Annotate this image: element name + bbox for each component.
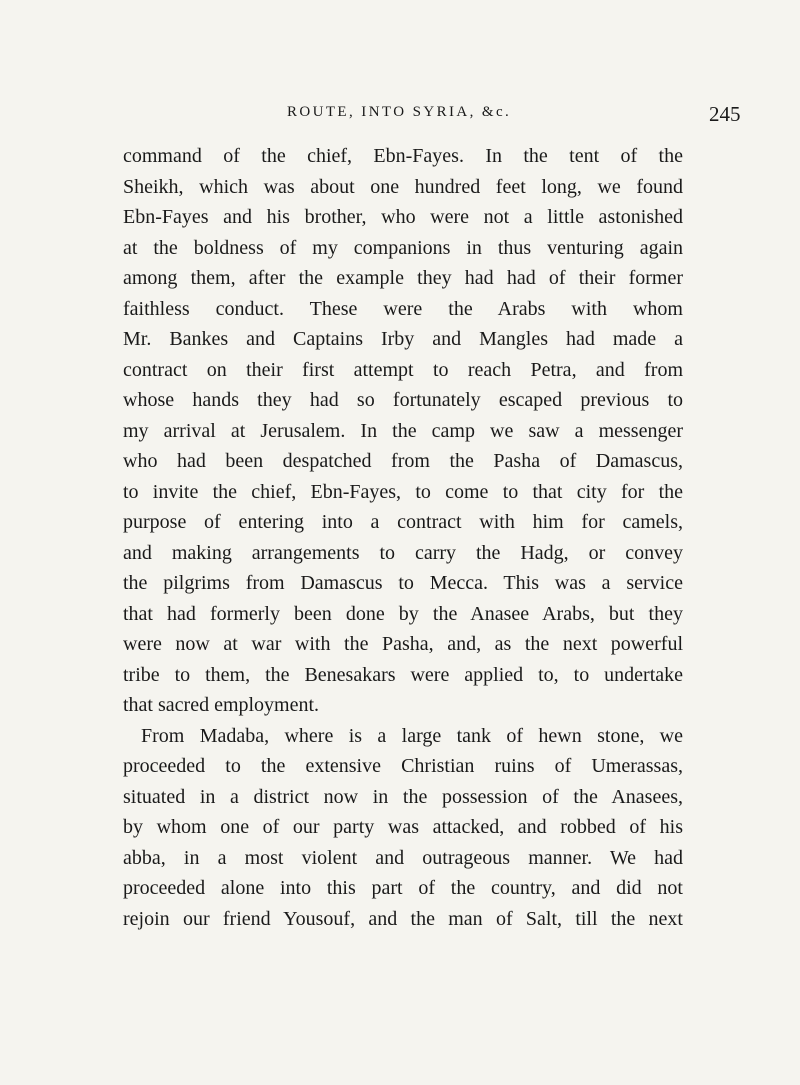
text-line: rejoin our friend Yousouf, and the man of Salt, till the next xyxy=(123,907,683,930)
text-line: situated in a district now in the possession of the Anasees, xyxy=(123,785,683,808)
page-number: 245 xyxy=(709,102,741,126)
text-line: my arrival at Jerusalem. In the camp we saw a messenger xyxy=(123,419,683,442)
text-line: Sheikh, which was about one hundred feet long, we found xyxy=(123,175,683,198)
text-line: Mr. Bankes and Captains Irby and Mangles had made a xyxy=(123,328,683,350)
text-line: whose hands they had so fortunately escaped previous to xyxy=(123,389,683,411)
text-line: to invite the chief, Ebn-Fayes, to come to that city for the xyxy=(123,480,683,503)
running-head xyxy=(0,104,800,130)
text-line: command of the chief, Ebn-Fayes. In the tent of the xyxy=(123,145,683,167)
text-line: among them, after the example they had had of their former xyxy=(123,267,683,289)
text-line: proceeded alone into this part of the country, and did not xyxy=(123,877,683,899)
text-line: proceeded to the extensive Christian ruins of Umerassas, xyxy=(123,755,683,777)
text-line: that sacred employment. xyxy=(123,694,320,716)
running-title: ROUTE, INTO SYRIA, &c. xyxy=(287,104,512,120)
text-line: From Madaba, where is a large tank of hewn stone, we xyxy=(141,724,683,747)
text-line: faithless conduct. These were the Arabs with whom xyxy=(123,297,683,320)
text-line: contract on their first attempt to reach Petra, and from xyxy=(123,358,683,381)
text-line: purpose of entering into a contract with him for camels, xyxy=(123,511,683,533)
text-line: at the boldness of my companions in thus venturing again xyxy=(123,236,683,259)
text-line: tribe to them, the Benesakars were applied to, to undertake xyxy=(123,663,683,686)
text-line: who had been despatched from the Pasha of Damascus, xyxy=(123,450,683,472)
text-line: and making arrangements to carry the Hadg, or convey xyxy=(123,541,683,564)
text-line: Ebn-Fayes and his brother, who were not a little astonished xyxy=(123,206,683,228)
text-line: abba, in a most violent and outrageous manner. We had xyxy=(123,846,683,869)
text-line: the pilgrims from Damascus to Mecca. This was a service xyxy=(123,572,683,594)
body-text xyxy=(123,141,683,934)
text-line: that had formerly been done by the Anasee Arabs, but they xyxy=(123,602,683,625)
text-line: by whom one of our party was attacked, and robbed of his xyxy=(123,816,683,838)
text-line: were now at war with the Pasha, and, as the next powerful xyxy=(123,633,683,655)
